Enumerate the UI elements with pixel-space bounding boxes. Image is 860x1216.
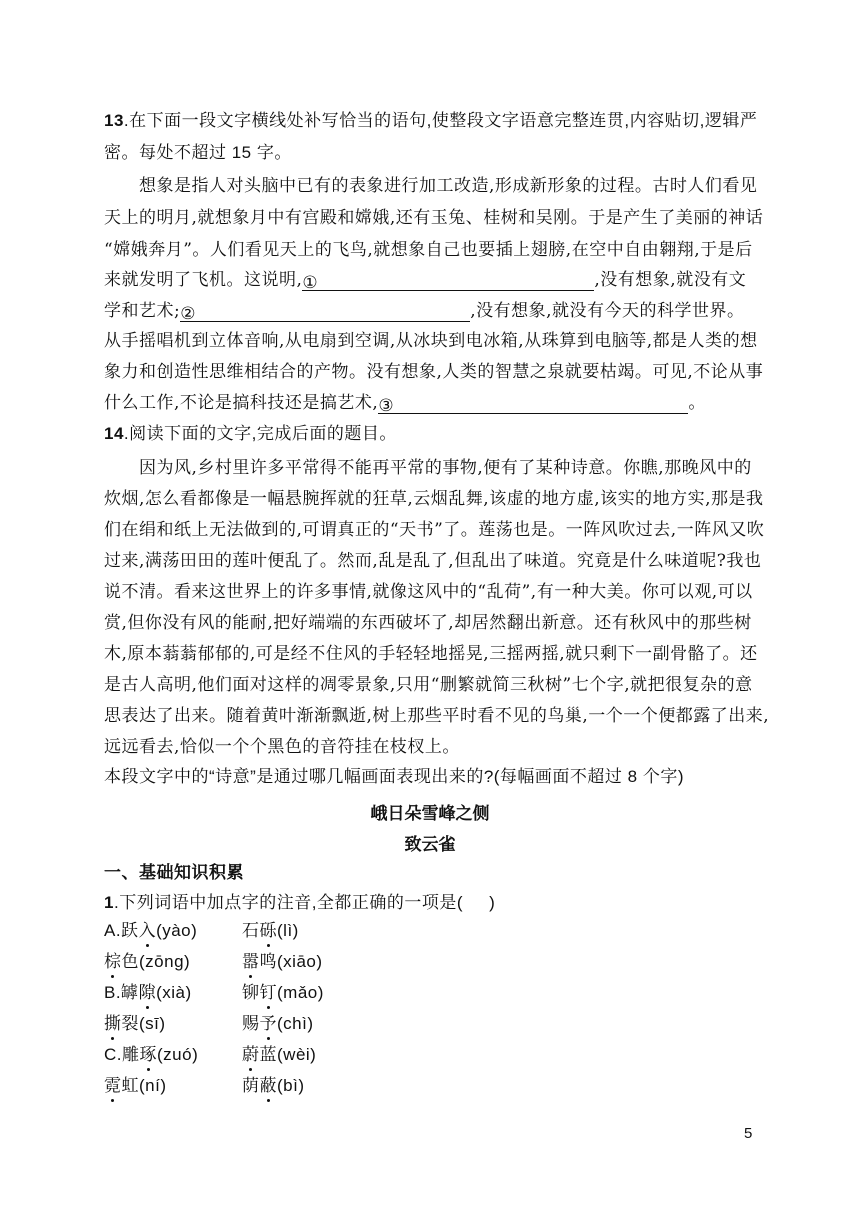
dotted-char: 蔽 — [259, 1076, 277, 1095]
q13-passage-line-4 — [104, 269, 746, 291]
dotted-char: 琢 — [139, 1045, 157, 1064]
option-left — [104, 951, 242, 973]
q13-prompt-line-2: 密。每处不超过 15 字。 — [104, 143, 292, 162]
q14-passage-line: 木,原本蓊蓊郁郁的,可是经不住风的手轻轻地摇晃,三摇两摇,就只剩下一副骨骼了。还 — [104, 644, 758, 664]
option-left — [104, 982, 242, 1004]
q1-prompt — [104, 892, 495, 914]
dotted-char: 撕 — [104, 1014, 122, 1033]
q13-passage-line-5 — [104, 300, 745, 322]
q1-number: 1 — [104, 893, 114, 912]
option-pinyin: 裂(sī) — [121, 1014, 166, 1033]
option-text: A.跃 — [104, 921, 139, 940]
option-pinyin: 虹(ní) — [121, 1076, 167, 1095]
q14-passage-line: 炊烟,怎么看都像是一幅悬腕挥就的狂草,云烟乱舞,该虚的地方虚,该实的地方实,那是我 — [104, 489, 764, 509]
option-text: 石 — [242, 921, 260, 940]
q13-passage-line-8 — [104, 392, 706, 414]
dotted-char: 砾 — [259, 921, 277, 940]
q1-option-row — [104, 1044, 316, 1066]
option-right — [242, 921, 299, 940]
blank-marker-3: ③ — [378, 396, 395, 415]
dotted-char: 予 — [259, 1014, 277, 1033]
option-pinyin: (lì) — [277, 921, 299, 940]
option-left — [104, 1044, 242, 1066]
option-pinyin: (chì) — [277, 1014, 314, 1033]
q13-passage-line-6: 从手摇唱机到立体音响,从电扇到空调,从冰块到电冰箱,从珠算到电脑等,都是人类的想 — [104, 331, 758, 351]
q13-passage-line-1: 想象是指人对头脑中已有的表象进行加工改造,形成新形象的过程。古时人们看见 — [139, 176, 758, 196]
q14-prompt-text: .阅读下面的文字,完成后面的题目。 — [123, 424, 397, 443]
option-pinyin: 蓝(wèi) — [259, 1045, 317, 1064]
option-left — [104, 1013, 242, 1035]
option-text: 赐 — [242, 1014, 260, 1033]
page-number: 5 — [744, 1125, 753, 1142]
option-right — [242, 1045, 316, 1064]
q14-prompt — [104, 423, 397, 445]
q14-passage-line: 过来,满荡田田的莲叶便乱了。然而,乱是乱了,但乱出了味道。究竟是什么味道呢?我也 — [104, 551, 762, 571]
q14-passage-line: 们在绢和纸上无法做到的,可谓真正的“天书”了。莲荡也是。一阵风吹过去,一阵风又吹 — [104, 520, 765, 540]
q14-passage-line: 赏,但你没有风的能耐,把好端端的东西破坏了,却居然翻出新意。还有秋风中的那些树 — [104, 613, 752, 633]
q13-passage-line-7: 象力和创造性思维相结合的产物。没有想象,人类的智慧之泉就要枯竭。可见,不论从事 — [104, 362, 764, 382]
q1-prompt-close: ) — [489, 893, 496, 912]
option-text: B.罅 — [104, 983, 139, 1002]
dotted-char: 棕 — [104, 952, 122, 971]
q13-passage-text-4b: ,没有想象,就没有文 — [594, 270, 747, 290]
option-text: 荫 — [242, 1076, 260, 1095]
q1-prompt-text: .下列词语中加点字的注音,全都正确的一项是( — [113, 893, 464, 912]
option-right — [242, 1076, 305, 1095]
blank-marker-1: ① — [302, 273, 319, 292]
option-pinyin: (zuó) — [157, 1045, 199, 1064]
q1-option-row — [104, 951, 323, 973]
q14-passage-line: 是古人高明,他们面对这样的凋零景象,只用“删繁就简三秋树”七个字,就把很复杂的意 — [104, 675, 753, 695]
dotted-char: 蔚 — [242, 1045, 260, 1064]
answer-blank-3[interactable] — [378, 395, 688, 414]
q14-passage-line: 说不清。看来这世界上的许多事情,就像这风中的“乱荷”,有一种大美。你可以观,可以 — [104, 582, 753, 602]
q13-prompt-text-1: .在下面一段文字横线处补写恰当的语句,使整段文字语意完整连贯,内容贴切,逻辑严 — [123, 111, 758, 130]
q13-passage-text-4a: 来就发明了飞机。这说明, — [104, 270, 303, 290]
q14-passage-line: 远远看去,恰似一个个黑色的音符挂在枝杈上。 — [104, 737, 460, 757]
q14-passage-line: 因为风,乡村里许多平常得不能再平常的事物,便有了某种诗意。你瞧,那晚风中的 — [139, 458, 752, 478]
q1-option-row — [104, 920, 299, 942]
answer-blank-2[interactable] — [180, 303, 470, 322]
q13-passage-line-3: “嫦娥奔月”。人们看见天上的飞鸟,就想象自己也要插上翅膀,在空中自由翱翔,于是后 — [104, 240, 753, 260]
lesson-title-1: 峨日朵雪峰之侧 — [370, 804, 490, 823]
dotted-char: 霓 — [104, 1076, 122, 1095]
dotted-char: 隙 — [138, 983, 157, 1002]
dotted-char: 入 — [138, 921, 157, 940]
option-pinyin: (mǎo) — [277, 983, 324, 1002]
answer-blank-1[interactable] — [302, 272, 594, 291]
q13-number: 13 — [104, 111, 124, 130]
option-pinyin: 色(zōng) — [121, 952, 191, 971]
q13-passage-text-5a: 学和艺术; — [104, 301, 181, 321]
q14-passage-line: 思表达了出来。随着黄叶渐渐飘逝,树上那些平时看不见的鸟巢,一个一个便都露了出来, — [104, 706, 770, 726]
option-text: 铆 — [242, 983, 260, 1002]
lesson-title-2: 致云雀 — [404, 835, 456, 854]
dotted-char: 嚣 — [242, 952, 260, 971]
q13-passage-text-5b: ,没有想象,就没有今天的科学世界。 — [470, 301, 745, 321]
option-pinyin: (yào) — [156, 921, 198, 940]
option-left — [104, 920, 242, 942]
option-right — [242, 1014, 314, 1033]
option-pinyin: 鸣(xiāo) — [259, 952, 323, 971]
option-right — [242, 983, 324, 1002]
q13-passage-text-8a: 什么工作,不论是搞科技还是搞艺术, — [104, 393, 379, 413]
q1-option-row — [104, 982, 324, 1004]
option-right — [242, 952, 323, 971]
q13-passage-text-8b: 。 — [688, 393, 706, 413]
dotted-char: 钉 — [259, 983, 277, 1002]
option-left — [104, 1075, 242, 1097]
blank-marker-2: ② — [180, 304, 196, 323]
q13-prompt-line-1 — [104, 110, 757, 132]
option-pinyin: (xià) — [156, 983, 192, 1002]
q13-passage-line-2: 天上的明月,就想象月中有宫殿和嫦娥,还有玉兔、桂树和吴刚。于是产生了美丽的神话 — [104, 208, 764, 228]
q1-option-row — [104, 1075, 305, 1097]
section-heading: 一、基础知识积累 — [104, 863, 244, 882]
option-pinyin: (bì) — [277, 1076, 305, 1095]
q14-number: 14 — [104, 424, 124, 443]
q1-option-row — [104, 1013, 314, 1035]
option-text: C.雕 — [104, 1045, 140, 1064]
q14-question: 本段文字中的“诗意”是通过哪几幅画面表现出来的?(每幅画面不超过 8 个字) — [104, 767, 684, 786]
